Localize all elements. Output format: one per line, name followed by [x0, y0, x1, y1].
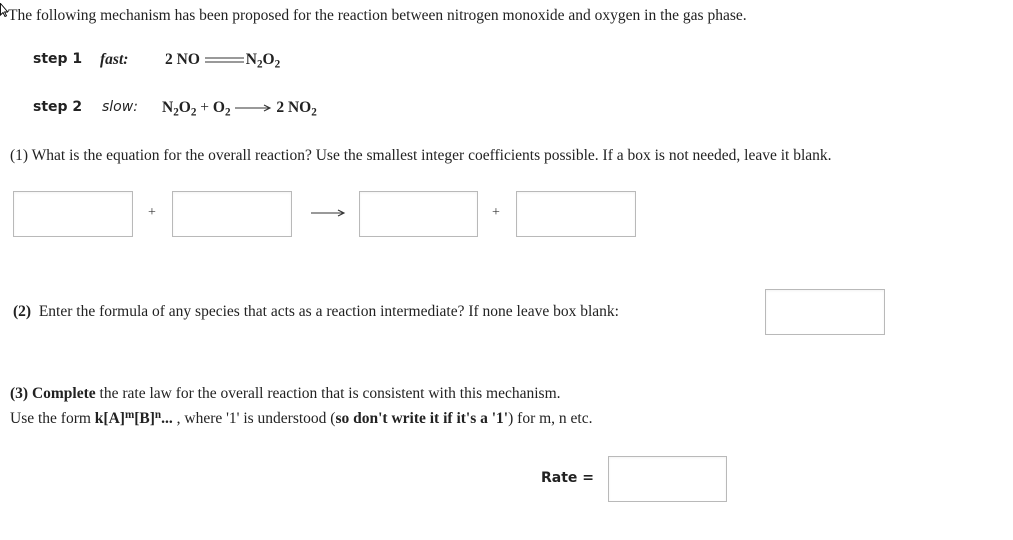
reaction-arrow-icon: [309, 207, 347, 219]
overall-reactant-2-input[interactable]: [172, 191, 292, 237]
step1-product: $N_2O_2$: [245, 51, 281, 71]
question-1-text: (1) What is the equation for the overall reaction? Use the smallest integer coefficients possible. If a box is not needed, leave it blank.: [10, 147, 832, 164]
question-2-text: (2) Enter the formula of any species that acts as a reaction intermediate? If none leave box blank:: [13, 303, 619, 320]
overall-product-2-input[interactable]: [516, 191, 636, 237]
step2-speed: slow:: [102, 99, 138, 115]
step1-reactant: 2 NO: [165, 51, 200, 68]
step2-plus: +: [200, 99, 210, 116]
plus-sign-1: +: [148, 205, 156, 220]
question-3-line-2: Use the form $k[A]^m[B]^n$... , where '1' is understood (so don't write it if it's a '1') for m, n etc.: [10, 408, 593, 427]
mouse-cursor-icon: [0, 3, 8, 17]
step2-label: step 2: [33, 99, 83, 115]
rate-law-form: $k[A]^m[B]^n$...: [94, 408, 173, 427]
equilibrium-arrow-icon: [204, 54, 246, 66]
step1-label: step 1: [33, 51, 83, 67]
question-3-line-1: (3) Complete the rate law for the overall reaction that is consistent with this mechanism.: [10, 385, 561, 402]
intermediate-input[interactable]: [765, 289, 885, 335]
step2-reactant-1: $N_2O_2$: [162, 99, 197, 119]
rate-law-input[interactable]: [608, 456, 727, 502]
overall-product-1-input[interactable]: [359, 191, 478, 237]
rate-label: Rate =: [541, 470, 595, 486]
step1-equation: [165, 51, 280, 69]
intro-text: The following mechanism has been proposed for the reaction between nitrogen monoxide and oxygen in the gas phase.: [8, 7, 747, 24]
step2-equation: [162, 99, 317, 117]
step1-speed: fast:: [100, 51, 129, 68]
overall-reactant-1-input[interactable]: [13, 191, 133, 237]
plus-sign-2: +: [492, 205, 500, 220]
step2-reactant-2: $O_2$: [212, 99, 231, 119]
step2-product: 2 $NO_2$: [276, 99, 317, 119]
forward-arrow-icon: [234, 103, 272, 113]
